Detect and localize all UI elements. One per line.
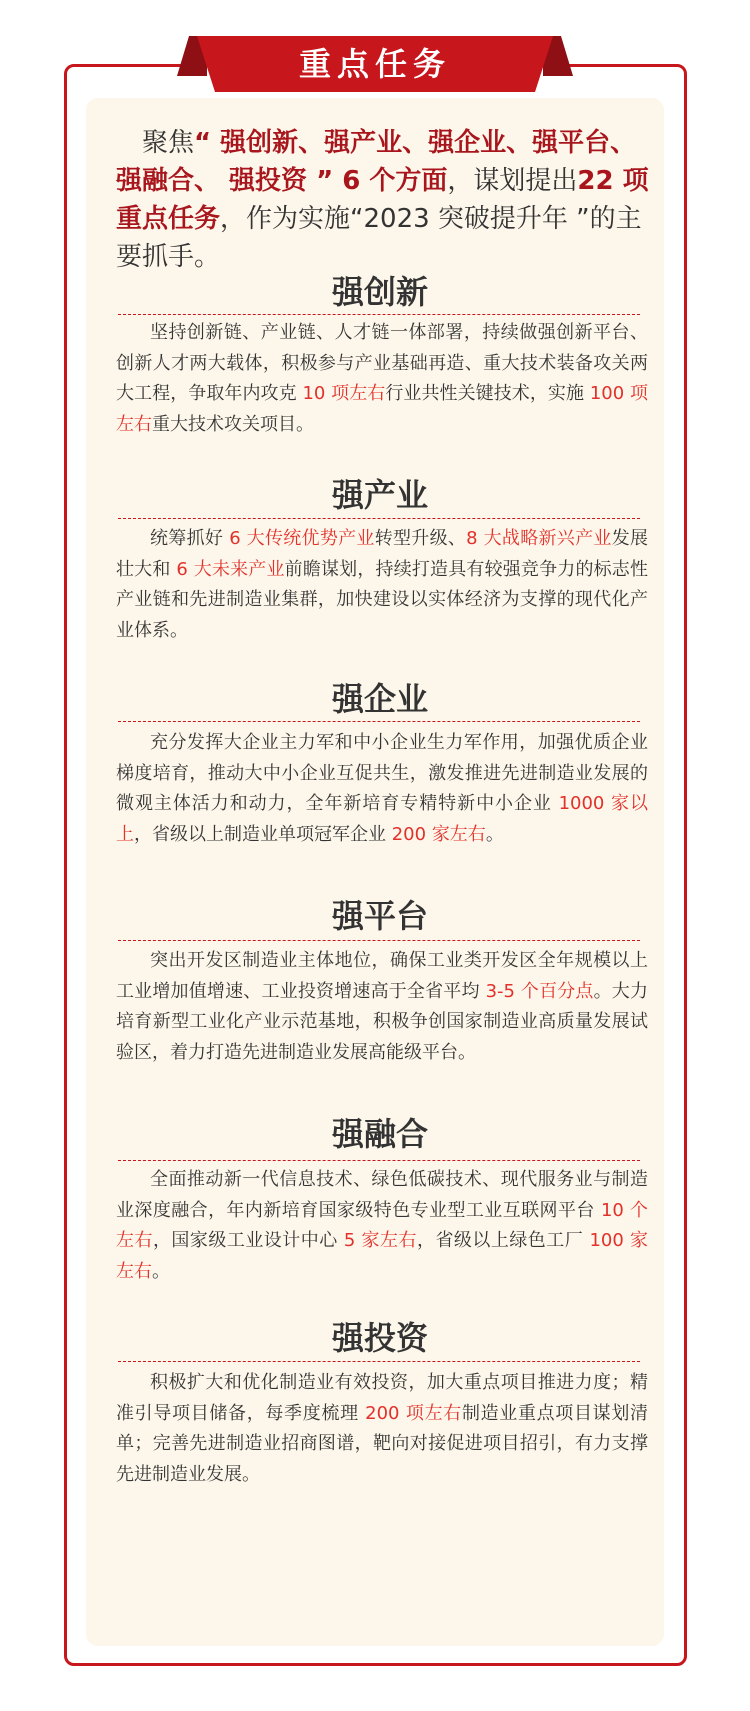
body-text-segment: 坚持创新链、产业链、人才链一体部署，持续做强创新平台、创新人才两大载体，积极参与产业基础再造、重大技术装备攻关两大工程，争取年内攻克: [116, 322, 648, 404]
section-body-integration: [116, 1165, 648, 1287]
highlight-value: 1000 家以上: [116, 793, 648, 845]
body-text-segment: 。: [152, 1260, 170, 1282]
intro-text-3: ，作为实施“2023 突破提升年 ”的主要抓手。: [116, 204, 642, 272]
section-divider: [118, 518, 640, 519]
body-text-segment: 制造业重点项目谋划清单；完善先进制造业招商图谱，靶向对接促进项目招引，有力支撑先进制造业发展。: [116, 1402, 648, 1485]
section-body-platform: [116, 946, 648, 1068]
body-text-segment: ，省级以上制造业单项冠军企业: [134, 823, 392, 845]
page-title: 重点任务: [298, 45, 451, 83]
intro-focus-highlight: “ 强创新、强产业、强企业、强平台、强融合、 强投资 ” 6 个方面: [116, 128, 637, 196]
section-divider: [118, 721, 640, 722]
highlight-value: 6 大未来产业: [176, 558, 285, 580]
section-title-integration: 强融合: [331, 1115, 428, 1153]
body-text-segment: ，省级以上绿色工厂: [416, 1230, 590, 1251]
section-body-industry: [116, 524, 648, 646]
intro-paragraph: [116, 124, 654, 276]
body-text-segment: 突出开发区制造业主体地位，确保工业类开发区全年规模以上工业增加值增速、工业投资增速高于全省平均: [116, 950, 648, 1002]
intro-text-1: 聚焦: [142, 128, 195, 158]
body-text-segment: 重大技术攻关项目。: [152, 413, 314, 435]
body-text-segment: 。: [485, 823, 504, 845]
body-text-segment: ，国家级工业设计中心: [152, 1230, 344, 1251]
body-text-segment: 转型升级、: [374, 528, 467, 549]
highlight-value: 100 项左右: [116, 383, 648, 435]
section-divider: [118, 314, 640, 315]
section-divider: [118, 1361, 640, 1362]
section-divider: [118, 940, 640, 941]
section-body-enterprise: [116, 728, 648, 850]
intro-tasks-highlight: 22 项重点任务: [116, 166, 649, 234]
body-text-segment: 统筹抓好: [150, 528, 230, 549]
section-title-enterprise: 强企业: [331, 680, 428, 718]
body-text-segment: 充分发挥大企业主力军和中小企业生力军作用，加强优质企业梯度培育，推动大中小企业互促共生，激发推进先进制造业发展的微观主体活力和动力，全年新培育专精特新中小企业: [116, 732, 648, 814]
highlight-value: 200 项左右: [365, 1402, 462, 1424]
body-text-segment: 积极扩大和优化制造业有效投资，加大重点项目推进力度；精准引导项目储备，每季度梳理: [116, 1372, 648, 1424]
section-body-investment: [116, 1368, 648, 1490]
section-title-industry: 强产业: [331, 476, 428, 514]
highlight-value: 10 个左右: [116, 1199, 648, 1251]
body-text-segment: 发展壮大和: [116, 528, 648, 580]
highlight-value: 100 家左右: [116, 1230, 648, 1282]
intro-text-2: ，谋划提出: [447, 166, 578, 196]
highlight-value: 6 大传统优势产业: [229, 528, 375, 549]
body-text-segment: 全面推动新一代信息技术、绿色低碳技术、现代服务业与制造业深度融合，年内新培育国家级特色专业型工业互联网平台: [116, 1169, 648, 1221]
header-banner: [177, 36, 573, 92]
highlight-value: 8 大战略新兴产业: [466, 528, 612, 549]
body-text-segment: 行业共性关键技术，实施: [385, 383, 590, 404]
body-text-segment: 前瞻谋划，持续打造具有较强竞争力的标志性产业链和先进制造业集群，加快建设以实体经济为支撑的现代化产业体系。: [116, 558, 648, 641]
highlight-value: 10 项左右: [302, 383, 386, 404]
section-title-platform: 强平台: [331, 897, 428, 935]
highlight-value: 3-5 个百分点: [485, 980, 594, 1002]
highlight-value: 200 家左右: [391, 823, 486, 845]
section-divider: [118, 1160, 640, 1161]
section-title-innovation: 强创新: [331, 273, 428, 311]
section-body-innovation: [116, 318, 648, 440]
body-text-segment: 。大力培育新型工业化产业示范基地，积极争创国家制造业高质量发展试验区，着力打造先进制造业发展高能级平台。: [116, 980, 648, 1063]
highlight-value: 5 家左右: [343, 1230, 417, 1251]
section-title-investment: 强投资: [331, 1319, 428, 1357]
